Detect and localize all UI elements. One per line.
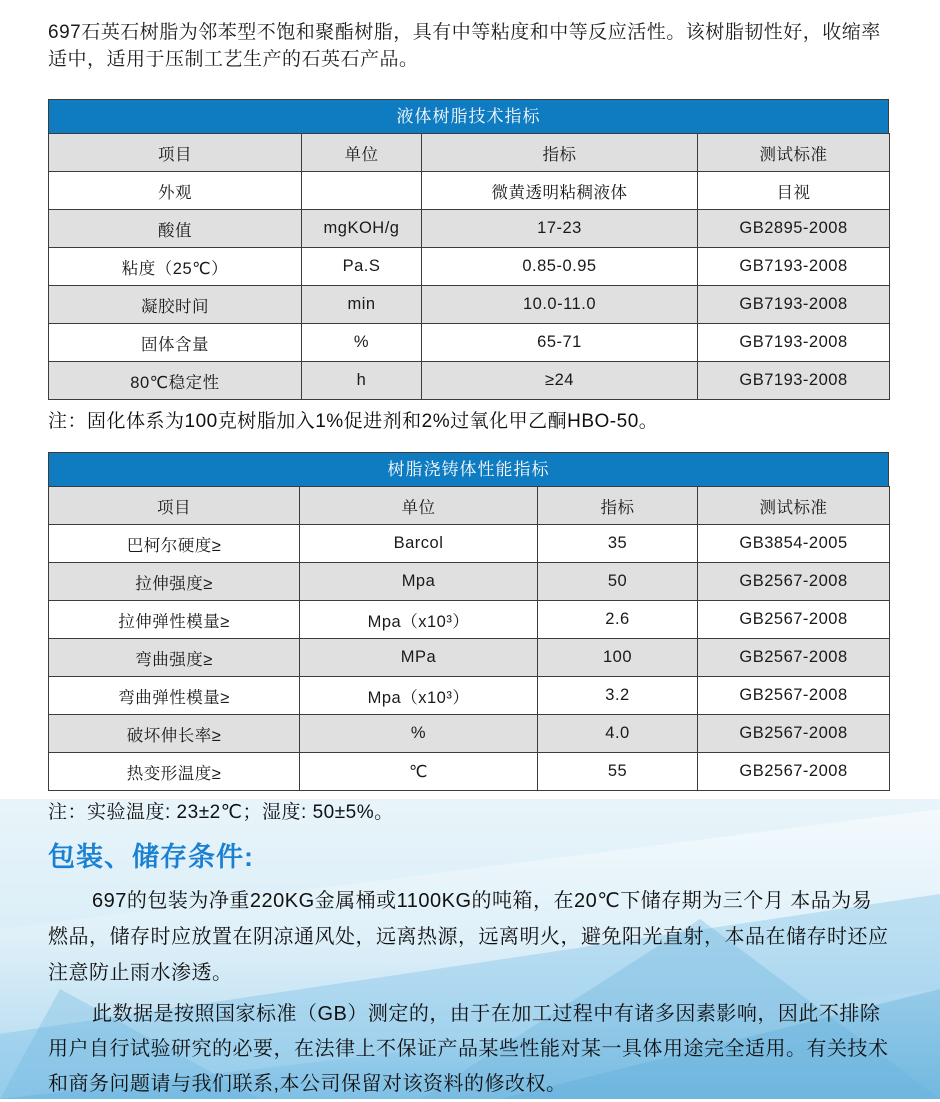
intro-paragraph: 697石英石树脂为邻苯型不饱和聚酯树脂，具有中等粘度和中等反应活性。该树脂韧性好，收缩率适中，适用于压制工艺生产的石英石产品。 <box>48 22 881 70</box>
column-header: 项目 <box>49 487 300 525</box>
casting-table-block <box>48 452 889 791</box>
table-cell: 目视 <box>698 172 890 210</box>
table-row <box>49 563 890 601</box>
page-content <box>0 19 940 1102</box>
storage-section-heading: 包装、储存条件: <box>48 842 254 872</box>
table-cell: GB2895-2008 <box>698 210 890 248</box>
table-cell: Mpa（x10³） <box>300 677 538 715</box>
table-cell: % <box>302 324 422 362</box>
table-row <box>49 172 890 210</box>
liquid-resin-table-block <box>48 99 889 400</box>
table-cell: 凝胶时间 <box>49 286 302 324</box>
header-row <box>49 487 890 525</box>
table-cell: Mpa <box>300 563 538 601</box>
table-cell: GB2567-2008 <box>698 601 890 639</box>
table-cell: 80℃稳定性 <box>49 362 302 400</box>
table-cell: GB7193-2008 <box>698 286 890 324</box>
table-row <box>49 324 890 362</box>
liquid-resin-table <box>48 133 890 400</box>
table-cell: 破坏伸长率≥ <box>49 715 300 753</box>
casting-table-title: 树脂浇铸体性能指标 <box>48 452 889 486</box>
table-cell: MPa <box>300 639 538 677</box>
table-cell: GB3854-2005 <box>698 525 890 563</box>
column-header: 指标 <box>538 487 698 525</box>
table-cell: Mpa（x10³） <box>300 601 538 639</box>
column-header: 测试标准 <box>698 134 890 172</box>
table-cell: 35 <box>538 525 698 563</box>
table-cell: 100 <box>538 639 698 677</box>
table-row <box>49 753 890 791</box>
table-cell: 4.0 <box>538 715 698 753</box>
casting-table-note: 注：实验温度: 23±2℃；湿度: 50±5%。 <box>48 802 394 823</box>
storage-paragraph-1: 697的包装为净重220KG金属桶或1100KG的吨箱，在20℃下储存期为三个月 本品为易燃品，储存时应放置在阴凉通风处，远离热源，远离明火，避免阳光直射，本品在储存时还应注意防止雨水渗透。 <box>48 890 889 984</box>
table-cell: ≥24 <box>422 362 698 400</box>
table-cell: GB7193-2008 <box>698 362 890 400</box>
table-cell: 拉伸弹性模量≥ <box>49 601 300 639</box>
table-cell: 3.2 <box>538 677 698 715</box>
table-cell: 微黄透明粘稠液体 <box>422 172 698 210</box>
table-cell: 2.6 <box>538 601 698 639</box>
table-cell: 50 <box>538 563 698 601</box>
table-row <box>49 248 890 286</box>
column-header: 项目 <box>49 134 302 172</box>
table-cell: Barcol <box>300 525 538 563</box>
table-cell: 外观 <box>49 172 302 210</box>
storage-paragraph-2: 此数据是按照国家标准（GB）测定的，由于在加工过程中有诸多因素影响，因此不排除用户自行试验研究的必要，在法律上不保证产品某些性能对某一具体用途完全适用。有关技术和商务问题请与我们联系,本公司保留对该资料的修改权。 <box>48 1003 889 1095</box>
casting-body-table <box>48 486 890 791</box>
column-header: 指标 <box>422 134 698 172</box>
table-cell: 10.0-11.0 <box>422 286 698 324</box>
table-cell: GB7193-2008 <box>698 248 890 286</box>
column-header: 单位 <box>300 487 538 525</box>
table-row <box>49 362 890 400</box>
table-cell <box>302 172 422 210</box>
liquid-table-note: 注：固化体系为100克树脂加入1%促进剂和2%过氧化甲乙酮HBO-50。 <box>48 411 659 432</box>
table-row <box>49 210 890 248</box>
table-row <box>49 639 890 677</box>
table-row <box>49 677 890 715</box>
table-cell: 粘度（25℃） <box>49 248 302 286</box>
table-cell: min <box>302 286 422 324</box>
table-cell: 17-23 <box>422 210 698 248</box>
table-cell: GB2567-2008 <box>698 563 890 601</box>
table-cell: 55 <box>538 753 698 791</box>
column-header: 单位 <box>302 134 422 172</box>
table-row <box>49 525 890 563</box>
table-cell: mgKOH/g <box>302 210 422 248</box>
table-cell: ℃ <box>300 753 538 791</box>
table-row <box>49 715 890 753</box>
table-cell: 酸值 <box>49 210 302 248</box>
liquid-table-title: 液体树脂技术指标 <box>48 99 889 133</box>
table-cell: 65-71 <box>422 324 698 362</box>
table-cell: % <box>300 715 538 753</box>
table-cell: 热变形温度≥ <box>49 753 300 791</box>
table-cell: 0.85-0.95 <box>422 248 698 286</box>
table-cell: GB2567-2008 <box>698 639 890 677</box>
column-header: 测试标准 <box>698 487 890 525</box>
table-row <box>49 286 890 324</box>
table-cell: GB2567-2008 <box>698 715 890 753</box>
table-cell: 弯曲强度≥ <box>49 639 300 677</box>
table-row <box>49 601 890 639</box>
table-cell: Pa.S <box>302 248 422 286</box>
header-row <box>49 134 890 172</box>
table-cell: 固体含量 <box>49 324 302 362</box>
table-cell: 巴柯尔硬度≥ <box>49 525 300 563</box>
table-cell: 弯曲弹性模量≥ <box>49 677 300 715</box>
table-cell: GB2567-2008 <box>698 677 890 715</box>
table-cell: GB7193-2008 <box>698 324 890 362</box>
table-cell: 拉伸强度≥ <box>49 563 300 601</box>
table-cell: GB2567-2008 <box>698 753 890 791</box>
table-cell: h <box>302 362 422 400</box>
